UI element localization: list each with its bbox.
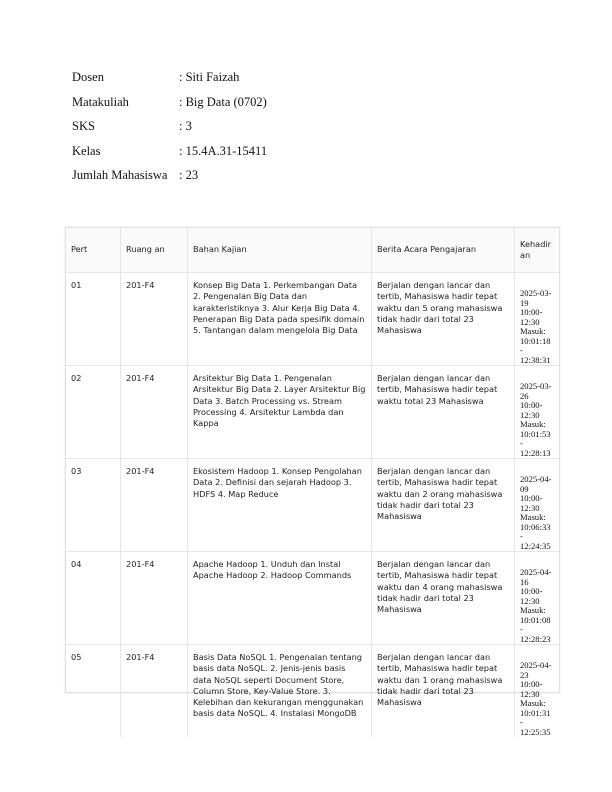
cell-kehadiran: 2025-03-26 10:00-12:30 Masuk: 10:01:53 - 12:28:13 [515, 366, 560, 459]
header-ruangan: Ruang an [121, 228, 188, 273]
table-header-row [66, 228, 559, 273]
info-value: : Big Data (0702) [179, 94, 267, 109]
cell-ruangan: 201-F4 [121, 552, 188, 645]
info-label: Jumlah Mahasiswa [72, 168, 168, 182]
table-row [66, 366, 559, 459]
info-value: : Siti Faizah [179, 70, 240, 84]
cell-berita-acara: Berjalan dengan lancar dan tertib, Mahasiswa hadir tepat waktu dan 2 orang mahasiswa tidak hadir dari total 23 Mahasiswa [372, 459, 515, 552]
info-value: : 3 [179, 119, 192, 133]
info-label: SKS [72, 119, 95, 133]
cell-ruangan: 201-F4 [121, 273, 188, 366]
cell-pert: 01 [66, 273, 121, 366]
cell-pert: 03 [66, 459, 121, 552]
cell-bahan-kajian: Apache Hadoop 1. Unduh dan Instal Apache Hadoop 2. Hadoop Commands [188, 552, 372, 645]
table-row [66, 459, 559, 552]
cell-bahan-kajian: Ekosistem Hadoop 1. Konsep Pengolahan Data 2. Definisi dan sejarah Hadoop 3. HDFS 4. Map Reduce [188, 459, 372, 552]
info-value: : 23 [179, 168, 199, 182]
cell-kehadiran: 2025-04-09 10:00-12:30 Masuk: 10:06:33 - 12:24:35 [515, 459, 560, 552]
cell-berita-acara: Berjalan dengan lancar dan tertib, Mahasiswa hadir tepat waktu dan 5 orang mahasiswa tidak hadir dari total 23 Mahasiswa [372, 273, 515, 366]
table-row [66, 645, 559, 738]
header-bahan-kajian: Bahan Kajian [188, 228, 372, 273]
info-label: Matakuliah [72, 94, 129, 109]
info-label: Kelas [72, 143, 101, 158]
cell-bahan-kajian: Basis Data NoSQL 1. Pengenalan tentang basis data NoSQL. 2. Jenis-jenis basis data NoSQL seperti Document Store, Column Store, Key-Value Store. 3. Kelebihan dan kekurangan menggunakan basis data NoSQL. 4. Instalasi MongoDB [188, 645, 372, 738]
cell-kehadiran: 2025-04-23 10:00-12:30 Masuk: 10:01:31 - 12:25:35 [520, 660, 552, 737]
header-kehadiran: Kehadiran [515, 228, 560, 273]
header-pert: Pert [66, 228, 121, 273]
cell-kehadiran: 2025-04-16 10:00-12:30 Masuk: 10:01:08 - 12:28:23 [515, 552, 560, 645]
cell-pert: 04 [66, 552, 121, 645]
attendance-table-container [65, 227, 560, 737]
cell-bahan-kajian: Arsitektur Big Data 1. Pengenalan Arsitektur Big Data 2. Layer Arsitektur Big Data 3. Batch Processing vs. Stream Processing 4. Arsitektur Lambda dan Kappa [188, 366, 372, 459]
cell-ruangan: 201-F4 [121, 366, 188, 459]
cell-berita-acara: Berjalan dengan lancar dan tertib, Mahasiswa hadir tepat waktu total 23 Mahasiswa [372, 366, 515, 459]
cell-berita-acara: Berjalan dengan lancar dan tertib, Mahasiswa hadir tepat waktu dan 1 orang mahasiswa tidak hadir dari total 23 Mahasiswa [372, 645, 515, 738]
cell-ruangan: 201-F4 [121, 459, 188, 552]
cell-pert: 05 [66, 645, 121, 738]
table-row [66, 273, 559, 366]
cell-pert: 02 [66, 366, 121, 459]
header-berita-acara: Berita Acara Pengajaran [372, 228, 515, 273]
cell-berita-acara: Berjalan dengan lancar dan tertib, Mahasiswa hadir tepat waktu dan 4 orang mahasiswa tidak hadir dari total 23 Mahasiswa [372, 552, 515, 645]
cell-kehadiran: 2025-03-19 10:00-12:30 Masuk: 10:01:18 - 12:38:31 [515, 273, 560, 366]
info-value: : 15.4A.31-15411 [179, 143, 268, 158]
cell-bahan-kajian: Konsep Big Data 1. Perkembangan Data 2. Pengenalan Big Data dan karakteristiknya 3. Alur Kerja Big Data 4. Penerapan Big Data pada spesifik domain 5. Tantangan dalam mengelola Big Data [188, 273, 372, 366]
attendance-table [66, 228, 559, 737]
table-row [66, 552, 559, 645]
info-label: Dosen [72, 70, 104, 84]
cell-ruangan: 201-F4 [121, 645, 188, 738]
